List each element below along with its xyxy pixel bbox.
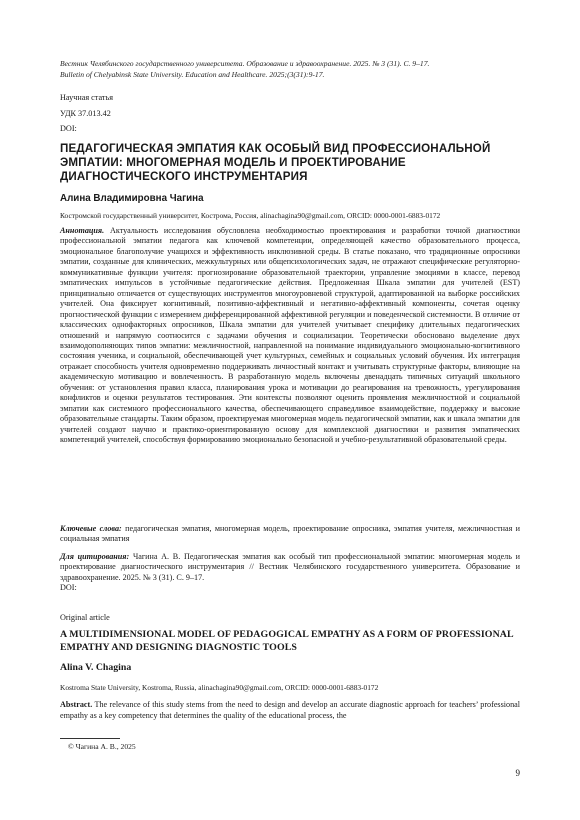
citation-text: Чагина А. В. Педагогическая эмпатия как особый тип профессиональной эмпатии: многомерная модель и проектирование диагностического инструментария // Вестник Челябинского государственного университета. Образование и здравоохранение. 2025. № 3 (31). С. 9–17.	[60, 552, 521, 582]
abstract-text-en: The relevance of this study stems from the need to design and develop an accurate diagnostic approach for teachers’ professional empathy as a key competency that determines the quality of the educational process, the	[60, 700, 521, 720]
affiliation-ru: Костромской государственный университет, Кострома, Россия, alinachagina90@gmail.com, ORCID: 0000-0001-6883-0172	[60, 211, 441, 220]
citation-doi: DOI:	[60, 583, 77, 593]
abstract-text-ru: Актуальность исследования обусловлена необходимостью проектирования и разработки точной диагностики профессиональной эмпатии педагога как ключевой компетенции, определяющей качество образовательного процесса, эмоциональное благополучие учащихся и эффективность инклюзивной среды. В статье показано, что традиционные опросники эмпатии, созданные для клинических, межкультурных или общепсихологических задач, не отражают специфические регуляторно-коммуникативные функции учителя: прогнозирование образовательной траектории, управление эмоциями в классе, перевод эмпатических импульсов в устойчивые педагогические действия. Предложенная Шкала эмпатии для учителей (EST) принципиально отличается от существующих инструментов многоуровневой структурой, адаптированной на выборке российских учителей. Она фиксирует когнитивный, позитивно-аффективный и негативно-аффективный компоненты, сочетая оценку прогностической функции с измерением дифференцированной аффективной регуляции и поведенческой системности. В отличие от классических однофакторных опросников, Шкала эмпатии для учителей учитывает специфику длительных педагогических отношений и напрямую соотносится с задачами обучения и социализации. Теоретически обосновано выделение двух взаимодополняющих типов эмпатии: межличностной, направленной на понимание индивидуального эмоционально-когнитивного состояния ученика, и социальной, обеспечивающей учет культурных, семейных и социальных условий обучения. Их интеграция отражает способность учителя одновременно поддерживать личностный контакт и учитывать структурные факторы, влияющие на академическую мотивацию и вовлеченность. В разработанную модель включены двенадцать типичных ситуаций школьного обучения: от установления правил класса, планирования урока и мотивации до реагирования на тревожность, урегулирования конфликтов и оценки результатов тестирования. Эти контексты позволяют оценить проявления межличностной и социальной эмпатии как системного профессионального качества, обеспечивающего справедливое взаимодействие, поддержку и высокие образовательные стандарты. Таким образом, проектируемая многомерная модель педагогической эмпатии, как и шкала эмпатии для учителей создают научно и практико-ориентированную основу для комплексной диагностики и развития эмпатических компетенций учителей, способствуя формированию эмоционально безопасной и учебно-результативной образовательной среды.	[60, 226, 520, 445]
abstract-label-en: Abstract.	[60, 700, 93, 709]
journal-citation-ru: Вестник Челябинского государственного университета. Образование и здравоохранение. 2025. № 3 (31). С. 9–17.	[60, 59, 430, 68]
abstract-ru	[60, 226, 520, 446]
article-title-en: A MULTIDIMENSIONAL MODEL OF PEDAGOGICAL EMPATHY AS A FORM OF PROFESSIONAL EMPATHY AND DESIGNING DIAGNOSTIC TOOLS	[60, 629, 514, 653]
page-number: 9	[515, 768, 520, 778]
author-name-ru: Алина Владимировна Чагина	[60, 193, 204, 204]
article-type-en: Original article	[60, 613, 110, 622]
author-name-en: Alina V. Chagina	[60, 662, 132, 673]
footnote-divider	[60, 738, 120, 739]
citation-label: Для цитирования:	[60, 552, 130, 561]
affiliation-en: Kostroma State University, Kostroma, Russia, alinachagina90@gmail.com, ORCID: 0000-0001-6883-0172	[60, 683, 379, 692]
keywords-ru	[60, 524, 520, 545]
copyright-footnote: © Чагина А. В., 2025	[68, 742, 136, 751]
citation-ru	[60, 552, 520, 594]
journal-citation-en: Bulletin of Chelyabinsk State University. Education and Healthcare. 2025;(3(31):9-17.	[60, 70, 325, 79]
abstract-label-ru: Аннотация.	[60, 226, 105, 235]
article-type: Научная статья	[60, 93, 113, 102]
keywords-text: педагогическая эмпатия, многомерная модель, проектирование опросника, эмпатия учителя, межличностная и социальная эмпатия	[60, 524, 520, 544]
article-title-ru: ПЕДАГОГИЧЕСКАЯ ЭМПАТИЯ КАК ОСОБЫЙ ВИД ПРОФЕССИОНАЛЬНОЙ ЭМПАТИИ: МНОГОМЕРНАЯ МОДЕЛЬ И ПРОЕКТИРОВАНИЕ ДИАГНОСТИЧЕСКОГО ИНСТРУМЕНТАРИЯ	[60, 142, 491, 183]
keywords-label: Ключевые слова:	[60, 524, 122, 533]
udc-code: УДК 37.013.42	[60, 109, 111, 118]
doi: DOI:	[60, 124, 77, 133]
journal-header	[60, 58, 520, 80]
abstract-en	[60, 699, 520, 721]
